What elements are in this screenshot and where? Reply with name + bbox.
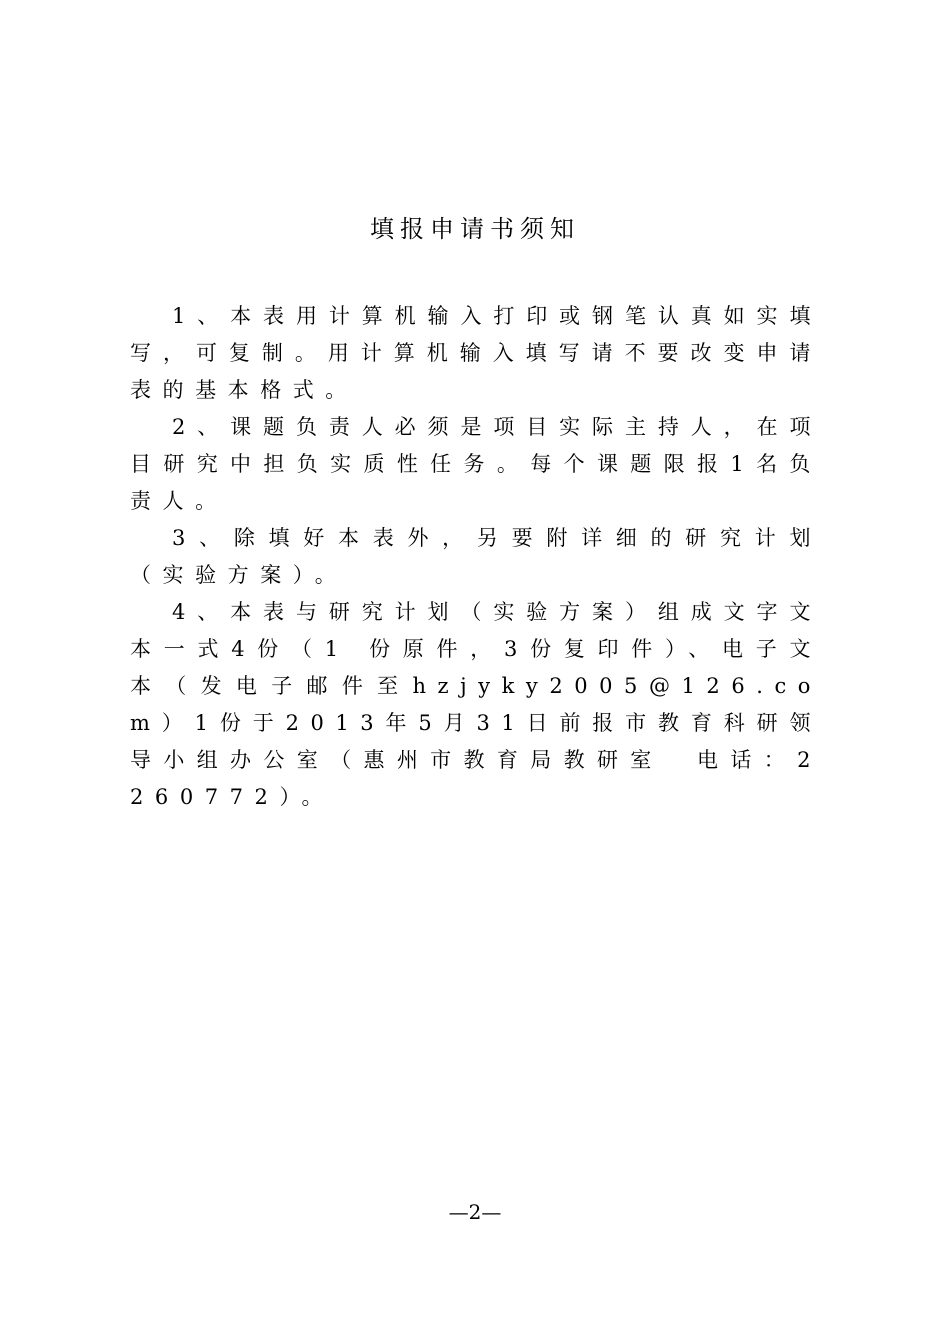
notice-body	[130, 298, 822, 816]
notice-paragraph-3: 3、除填好本表外，另要附详细的研究计划（实验方案）。	[130, 526, 822, 587]
notice-paragraph-1: 1、本表用计算机输入打印或钢笔认真如实填写，可复制。用计算机输入填写请不要改变申请表的基本格式。	[130, 304, 822, 402]
document-title: 填报申请书须知	[370, 215, 580, 243]
page-number: —2—	[448, 1200, 502, 1224]
notice-paragraph-2: 2、课题负责人必须是项目实际主持人，在项目研究中担负实质性任务。每个课题限报1名负责人。	[130, 415, 822, 513]
notice-paragraph-4: 4、本表与研究计划（实验方案）组成文字文本一式4份（1 份原件，3份复印件）、电子文本（发电子邮件至hzjyky2005@126.com）1份于2013年5月31日前报市教育科研领导小组办公室（惠州市教育局教研室 电话：2260772）。	[130, 600, 822, 809]
